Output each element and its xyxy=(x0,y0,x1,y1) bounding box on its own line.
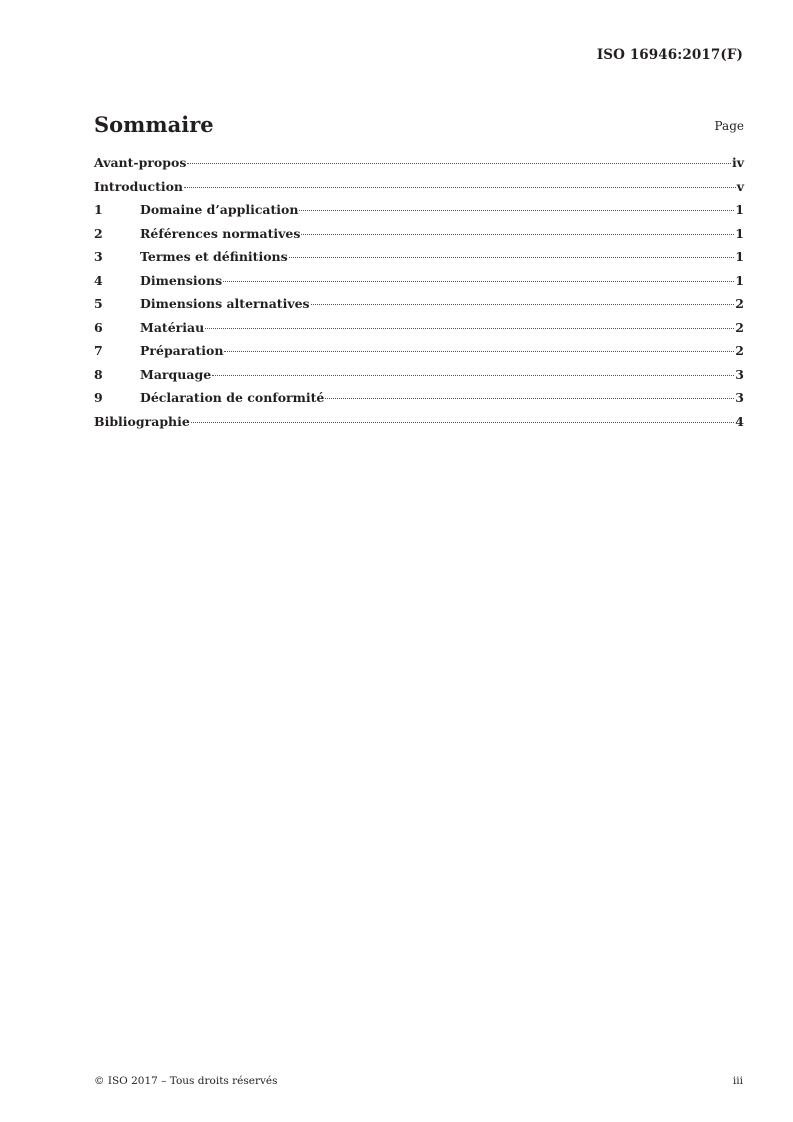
toc-entry-number: 3 xyxy=(94,249,103,264)
toc-entry-page: 3 xyxy=(735,390,744,405)
toc-heading xyxy=(94,112,744,142)
dot-leader xyxy=(187,163,731,164)
toc-entry-page: 1 xyxy=(735,272,744,288)
dot-leader xyxy=(311,304,735,305)
toc-entry-page: v xyxy=(736,178,744,194)
toc-title: Sommaire xyxy=(94,112,214,137)
toc-entry-page: 2 xyxy=(735,343,744,358)
toc-entry-label: Termes et définitions xyxy=(140,249,288,264)
toc-entry-label: Marquage xyxy=(140,366,212,382)
dot-leader xyxy=(205,328,734,329)
toc-entry-number: 2 xyxy=(94,225,103,241)
toc-entry-label: Dimensions alternatives xyxy=(140,296,310,311)
dot-leader xyxy=(212,375,734,376)
toc-entry-bibliographie[interactable] xyxy=(94,414,744,438)
toc-entry-label: Dimensions xyxy=(140,272,223,288)
toc-entry-materiau[interactable] xyxy=(94,320,744,344)
toc-entry-label: Avant-propos xyxy=(94,155,187,170)
toc-entry-page: 1 xyxy=(735,225,744,241)
toc-entry-label: Références normatives xyxy=(140,225,301,241)
dot-leader xyxy=(301,234,734,235)
toc-entry-number: 1 xyxy=(94,202,103,217)
toc-entry-marquage[interactable] xyxy=(94,367,744,391)
toc-entry-number: 7 xyxy=(94,343,103,358)
toc-entry-number: 6 xyxy=(94,319,103,335)
toc-entry-termes-definitions[interactable] xyxy=(94,249,744,273)
page-column-label: Page xyxy=(714,119,744,133)
dot-leader xyxy=(299,210,734,211)
toc-entry-declaration-conformite[interactable] xyxy=(94,390,744,414)
dot-leader xyxy=(289,257,735,258)
toc-entry-label: Domaine d’application xyxy=(140,202,299,217)
dot-leader xyxy=(223,281,734,282)
toc-entry-label: Matériau xyxy=(140,319,205,335)
toc-entry-number: 5 xyxy=(94,296,103,311)
toc-entry-page: 1 xyxy=(735,202,744,217)
toc-entry-label: Préparation xyxy=(140,343,224,358)
dot-leader xyxy=(184,187,736,188)
toc-entry-page: 2 xyxy=(735,319,744,335)
toc-entry-dimensions-alternatives[interactable] xyxy=(94,296,744,320)
page-number: iii xyxy=(732,1075,743,1087)
toc-entry-page: 1 xyxy=(735,249,744,264)
toc-entry-number: 4 xyxy=(94,272,103,288)
toc-entry-introduction[interactable] xyxy=(94,179,744,203)
document-id: ISO 16946:2017(F) xyxy=(596,47,743,63)
toc-entry-page: 4 xyxy=(735,413,744,429)
toc-entry-label: Bibliographie xyxy=(94,413,190,429)
dot-leader xyxy=(224,351,734,352)
toc-entry-page: 2 xyxy=(735,296,744,311)
toc-entry-number: 9 xyxy=(94,390,103,405)
toc-entry-avant-propos[interactable] xyxy=(94,155,744,179)
toc-entry-label: Déclaration de conformité xyxy=(140,390,325,405)
toc-entry-page: 3 xyxy=(735,366,744,382)
dot-leader xyxy=(325,398,734,399)
toc-entry-references-normatives[interactable] xyxy=(94,226,744,250)
copyright-notice: © ISO 2017 – Tous droits réservés xyxy=(94,1075,278,1087)
toc-entry-page: iv xyxy=(731,155,744,170)
toc-entry-preparation[interactable] xyxy=(94,343,744,367)
toc-list xyxy=(94,155,744,437)
toc-entry-domaine-application[interactable] xyxy=(94,202,744,226)
toc-entry-label: Introduction xyxy=(94,178,184,194)
toc-entry-number: 8 xyxy=(94,366,103,382)
dot-leader xyxy=(191,422,734,423)
toc-entry-dimensions[interactable] xyxy=(94,273,744,297)
